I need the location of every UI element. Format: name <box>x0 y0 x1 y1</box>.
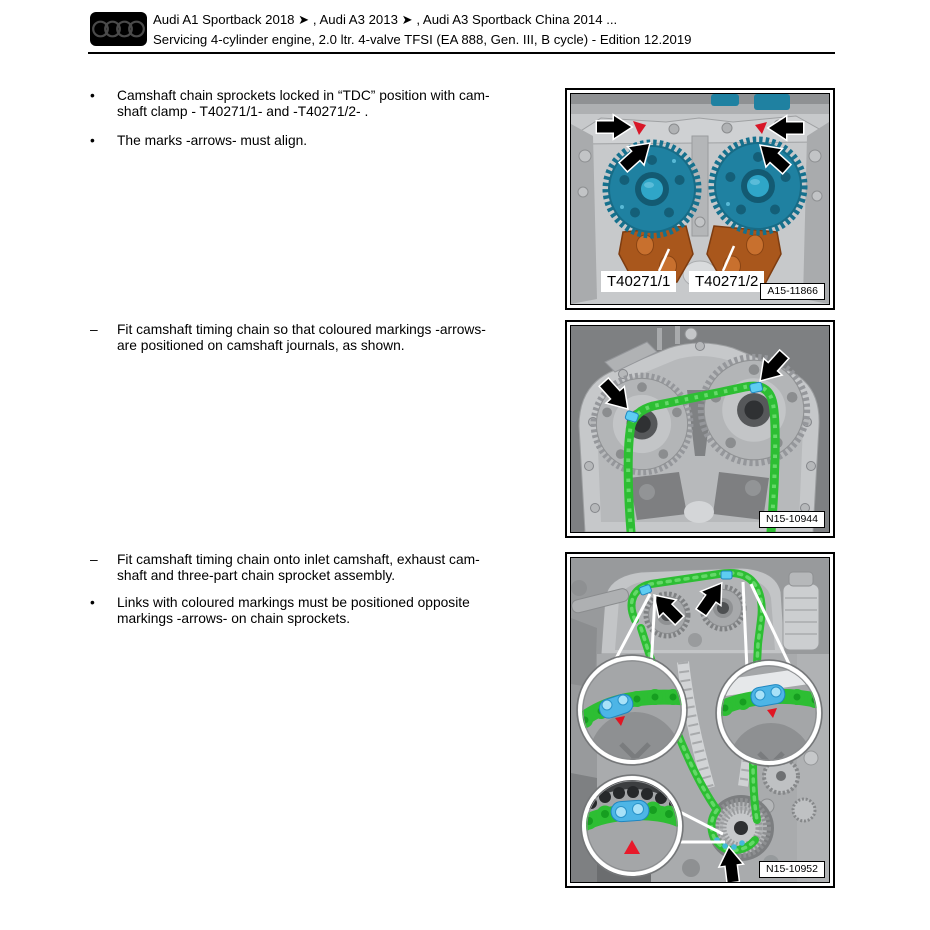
figure-frame <box>570 93 830 305</box>
document-header <box>153 10 692 50</box>
coloured-chain-link-mark <box>749 382 763 393</box>
instruction-line: shaft and three-part chain sprocket assembly. <box>117 567 396 583</box>
audi-rings-logo <box>90 12 147 46</box>
instruction-text <box>117 88 490 119</box>
bullet-marker: • <box>90 133 95 148</box>
bullet-marker: • <box>90 88 95 103</box>
instruction-text <box>117 595 470 626</box>
oil-filter-housing <box>783 584 819 650</box>
bullet-marker: • <box>90 595 95 610</box>
instruction-line: are positioned on camshaft journals, as shown. <box>117 337 405 353</box>
instruction-line: Fit camshaft timing chain so that coloured markings -arrows- <box>117 322 486 337</box>
instruction-line: Fit camshaft timing chain onto inlet camshaft, exhaust cam- <box>117 552 480 567</box>
instruction-item <box>90 133 307 149</box>
coloured-chain-link-mark <box>721 571 732 579</box>
figure-id-badge: A15-11866 <box>760 283 825 300</box>
header-manual-title: Servicing 4-cylinder engine, 2.0 ltr. 4-valve TFSI (EA 888, Gen. III, B cycle) - Edition 12.2019 <box>153 32 692 47</box>
instruction-item <box>90 595 470 626</box>
magnifier-callout-bottom <box>581 775 684 877</box>
instruction-line: The marks -arrows- must align. <box>117 133 308 148</box>
audi-rings-icon <box>90 12 147 46</box>
figure-camshaft-sprockets-tdc <box>565 88 835 310</box>
tool-label-t40271-2: T40271/2 <box>689 271 764 292</box>
instruction-line: Camshaft chain sprockets locked in “TDC” position with cam- <box>117 88 490 103</box>
instruction-line: shaft clamp - T40271/1- and -T40271/2- . <box>117 103 369 119</box>
instruction-text <box>117 133 307 149</box>
header-divider <box>88 52 835 54</box>
instruction-text <box>117 322 486 353</box>
instruction-item <box>90 552 480 583</box>
figure-timing-chain-on-journals <box>565 320 835 538</box>
header-models-line: Audi A1 Sportback 2018 ➤ , Audi A3 2013 ➤ , Audi A3 Sportback China 2014 ... <box>153 12 618 27</box>
instruction-item <box>90 88 490 119</box>
engine-front-illustration <box>571 558 829 882</box>
figure-id-badge: N15-10952 <box>759 861 825 878</box>
instruction-line: markings -arrows- on chain sprockets. <box>117 610 351 626</box>
dash-marker: – <box>90 322 98 337</box>
instruction-item <box>90 322 486 353</box>
instruction-text <box>117 552 480 583</box>
figure-frame <box>570 557 830 883</box>
tool-label-t40271-1: T40271/1 <box>601 271 676 292</box>
camshaft-housing-illustration <box>571 326 829 532</box>
figure-id-badge: N15-10944 <box>759 511 825 528</box>
figure-frame <box>570 325 830 533</box>
figure-chain-sprocket-assembly <box>565 552 835 888</box>
instruction-line: Links with coloured markings must be positioned opposite <box>117 595 470 610</box>
dash-marker: – <box>90 552 98 567</box>
